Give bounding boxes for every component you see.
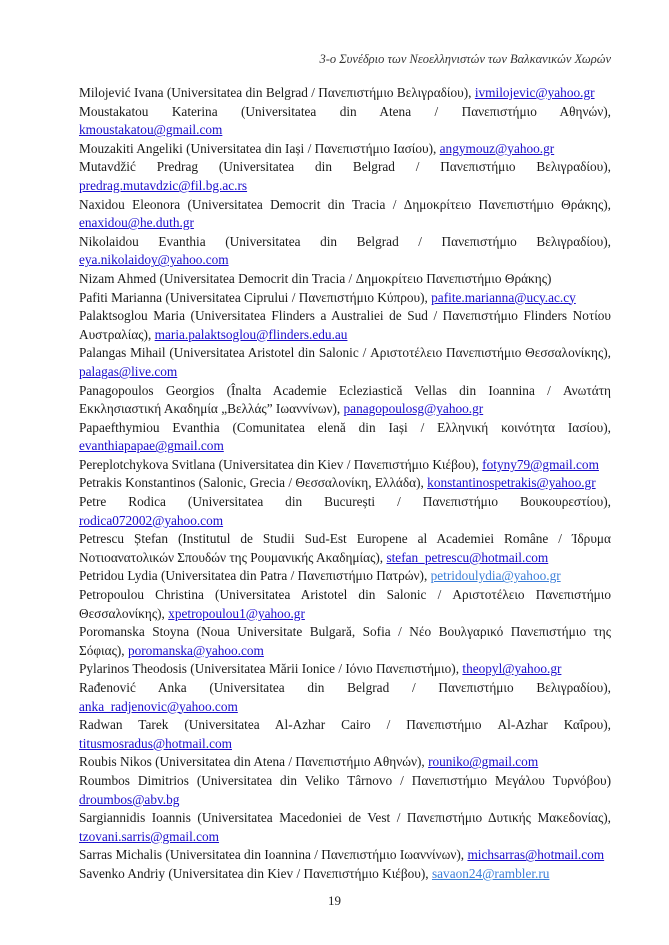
participant-entry [79,753,611,772]
participant-entry [79,233,611,270]
email-link[interactable]: konstantinospetrakis@yahoo.gr [427,475,596,491]
email-link[interactable]: xpetropoulou1@yahoo.gr [168,605,305,621]
page-number: 19 [328,893,341,908]
participant-affiliation: Savenko Andriy (Universitatea din Kiev / Πανεπιστήμιο Κιέβου), [79,865,432,881]
participant-affiliation: Pafiti Marianna (Universitatea Ciprului / Πανεπιστήμιο Κύπρου), [79,289,432,305]
participant-list [79,84,611,884]
participant-entry [79,586,611,623]
participant-entry [79,493,611,530]
email-link[interactable]: savaon24@rambler.ru [431,865,550,881]
participant-entry [79,270,611,289]
participant-affiliation: Petre Rodica (Universitatea din București / Πανεπιστήμιο Βουκουρεστίου), [79,494,611,510]
email-link[interactable]: eya.nikolaidoy@yahoo.com [79,252,229,268]
participant-affiliation: Petrakis Konstantinos (Salonic, Grecia / Θεσσαλονίκη, Ελλάδα), [79,475,428,491]
participant-entry [79,660,611,679]
email-link[interactable]: poromanska@yahoo.com [127,642,264,658]
participant-entry [79,679,611,716]
participant-entry [79,865,611,884]
participant-affiliation: Mouzakiti Angeliki (Universitatea din Iași / Πανεπιστήμιο Ιασίου), [79,140,440,156]
email-link[interactable]: kmoustakatou@gmail.com [79,122,223,138]
participant-entry [79,772,611,809]
participant-entry [79,809,611,846]
participant-affiliation: Pylarinos Theodosis (Universitatea Mării Ionice / Ιόνιο Πανεπιστήμιο), [79,661,463,677]
email-link[interactable]: rouniko@gmail.com [428,754,539,770]
email-link[interactable]: ivmilojevic@yahoo.gr [474,85,595,100]
email-link[interactable]: evanthiapapae@gmail.com [79,438,224,454]
email-link[interactable]: michsarras@hotmail.com [467,847,605,863]
participant-entry [79,716,611,753]
participant-affiliation: Petridou Lydia (Universitatea din Patra / Πανεπιστήμιο Πατρών), [79,568,431,584]
participant-affiliation: Nikolaidou Evanthia (Universitatea din Belgrad / Πανεπιστήμιο Βελιγραδίου), [79,233,611,249]
participant-affiliation: Milojević Ivana (Universitatea din Belgrad / Πανεπιστήμιο Βελιγραδίου), [79,85,475,100]
participant-affiliation: Petrescu Ștefan (Institutul de Studii Sud-Est Europene al Academiei Române / Ίδρυμα Νοτιοανατολικών Σπουδών της Ρουμανικής Ακαδημίας), [79,531,611,565]
email-link[interactable]: rodica072002@yahoo.com [79,512,224,528]
participant-entry [79,623,611,660]
email-link[interactable]: theopyl@yahoo.gr [462,661,562,677]
participant-affiliation: Naxidou Eleonora (Universitatea Democrit din Tracia / Δημοκρίτειο Πανεπιστήμιο Θράκης), [79,196,611,212]
participant-entry [79,567,611,586]
email-link[interactable]: fotyny79@gmail.com [482,456,599,472]
participant-entry [79,140,611,159]
participant-affiliation: Palaktsoglou Maria (Universitatea Flinders a Australiei de Sud / Πανεπιστήμιο Flinders Νοτίου Αυστραλίας), [79,308,611,342]
participant-affiliation: Pereplotchykova Svitlana (Universitatea din Kiev / Πανεπιστήμιο Κιέβου), [79,456,483,472]
participant-affiliation: Palangas Mihail (Universitatea Aristotel din Salonic / Αριστοτέλειο Πανεπιστήμιο Θεσσαλονίκης), [79,345,611,361]
participant-entry [79,158,611,195]
participant-affiliation: Moustakatou Katerina (Universitatea din Atena / Πανεπιστήμιο Αθηνών), [79,103,611,119]
email-link[interactable]: enaxidou@he.duth.gr [79,215,194,231]
email-link[interactable]: angymouz@yahoo.gr [439,140,555,156]
email-link[interactable]: palagas@live.com [79,363,178,379]
participant-entry [79,307,611,344]
participant-entry [79,84,611,103]
participant-entry [79,289,611,308]
email-link[interactable]: pafite.marianna@ucy.ac.cy [431,289,576,305]
participant-entry [79,344,611,381]
email-link[interactable]: droumbos@abv.bg [79,791,180,807]
participant-entry [79,103,611,140]
participant-entry [79,530,611,567]
email-link[interactable]: stefan_petrescu@hotmail.com [386,549,549,565]
participant-affiliation: Panagopoulos Georgios (Înalta Academie Ecleziastică Vellas din Ioannina / Ανωτάτη Εκκλησιαστική Ακαδημία „Βελλάς” Ιωαννίνων), [79,382,611,417]
participant-affiliation: Petropoulou Christina (Universitatea Aristotel din Salonic / Αριστοτέλειο Πανεπιστήμιο Θεσσαλονίκης), [79,587,611,621]
email-link[interactable]: petridoulydia@yahoo.gr [430,568,561,584]
participant-entry [79,419,611,456]
participant-affiliation: Rađenović Anka (Universitatea din Belgrad / Πανεπιστήμιο Βελιγραδίου), [79,680,611,695]
email-link[interactable]: anka_radjenovic@yahoo.com [79,698,238,714]
participant-entry [79,196,611,233]
email-link[interactable]: predrag.mutavdzic@fil.bg.ac.rs [79,177,248,193]
participant-affiliation: Mutavdžić Predrag (Universitatea din Belgrad / Πανεπιστήμιο Βελιγραδίου), [79,159,611,175]
email-link[interactable]: titusmosradus@hotmail.com [79,735,232,751]
participant-entry [79,382,611,419]
participant-affiliation: Roubis Nikos (Universitatea din Atena / Πανεπιστήμιο Αθηνών), [79,754,429,770]
participant-entry [79,456,611,475]
email-link[interactable]: maria.palaktsoglou@flinders.edu.au [154,326,348,342]
participant-affiliation: Poromanska Stoyna (Noua Universitate Bulgară, Sofia / Νέο Βουλγαρικό Πανεπιστήμιο της Σόφιας), [79,624,611,658]
participant-affiliation: Roumbos Dimitrios (Universitatea din Veliko Târnovo / Πανεπιστήμιο Μεγάλου Τυρνόβου) [79,772,611,788]
email-link[interactable]: tzovani.sarris@gmail.com [79,828,220,844]
participant-entry [79,846,611,865]
running-header: 3-ο Συνέδριο των Νεοελληνιστών των Βαλκανικών Χωρών [319,52,611,66]
participant-affiliation: Papaefthymiou Evanthia (Comunitatea elenă din Iași / Ελληνική κοινότητα Ιασίου), [79,419,611,435]
email-link[interactable]: panagopoulosg@yahoo.gr [343,401,484,417]
participant-affiliation: Radwan Tarek (Universitatea Al-Azhar Cairo / Πανεπιστήμιο Al-Azhar Καΐρου), [79,717,611,733]
participant-affiliation: Sargiannidis Ioannis (Universitatea Macedoniei de Vest / Πανεπιστήμιο Δυτικής Μακεδονίας), [79,810,611,826]
participant-entry [79,474,611,493]
participant-affiliation: Nizam Ahmed (Universitatea Democrit din Tracia / Δημοκρίτειο Πανεπιστήμιο Θράκης) [79,270,552,286]
participant-affiliation: Sarras Michalis (Universitatea din Ioannina / Πανεπιστήμιο Ιωαννίνων), [79,847,468,863]
